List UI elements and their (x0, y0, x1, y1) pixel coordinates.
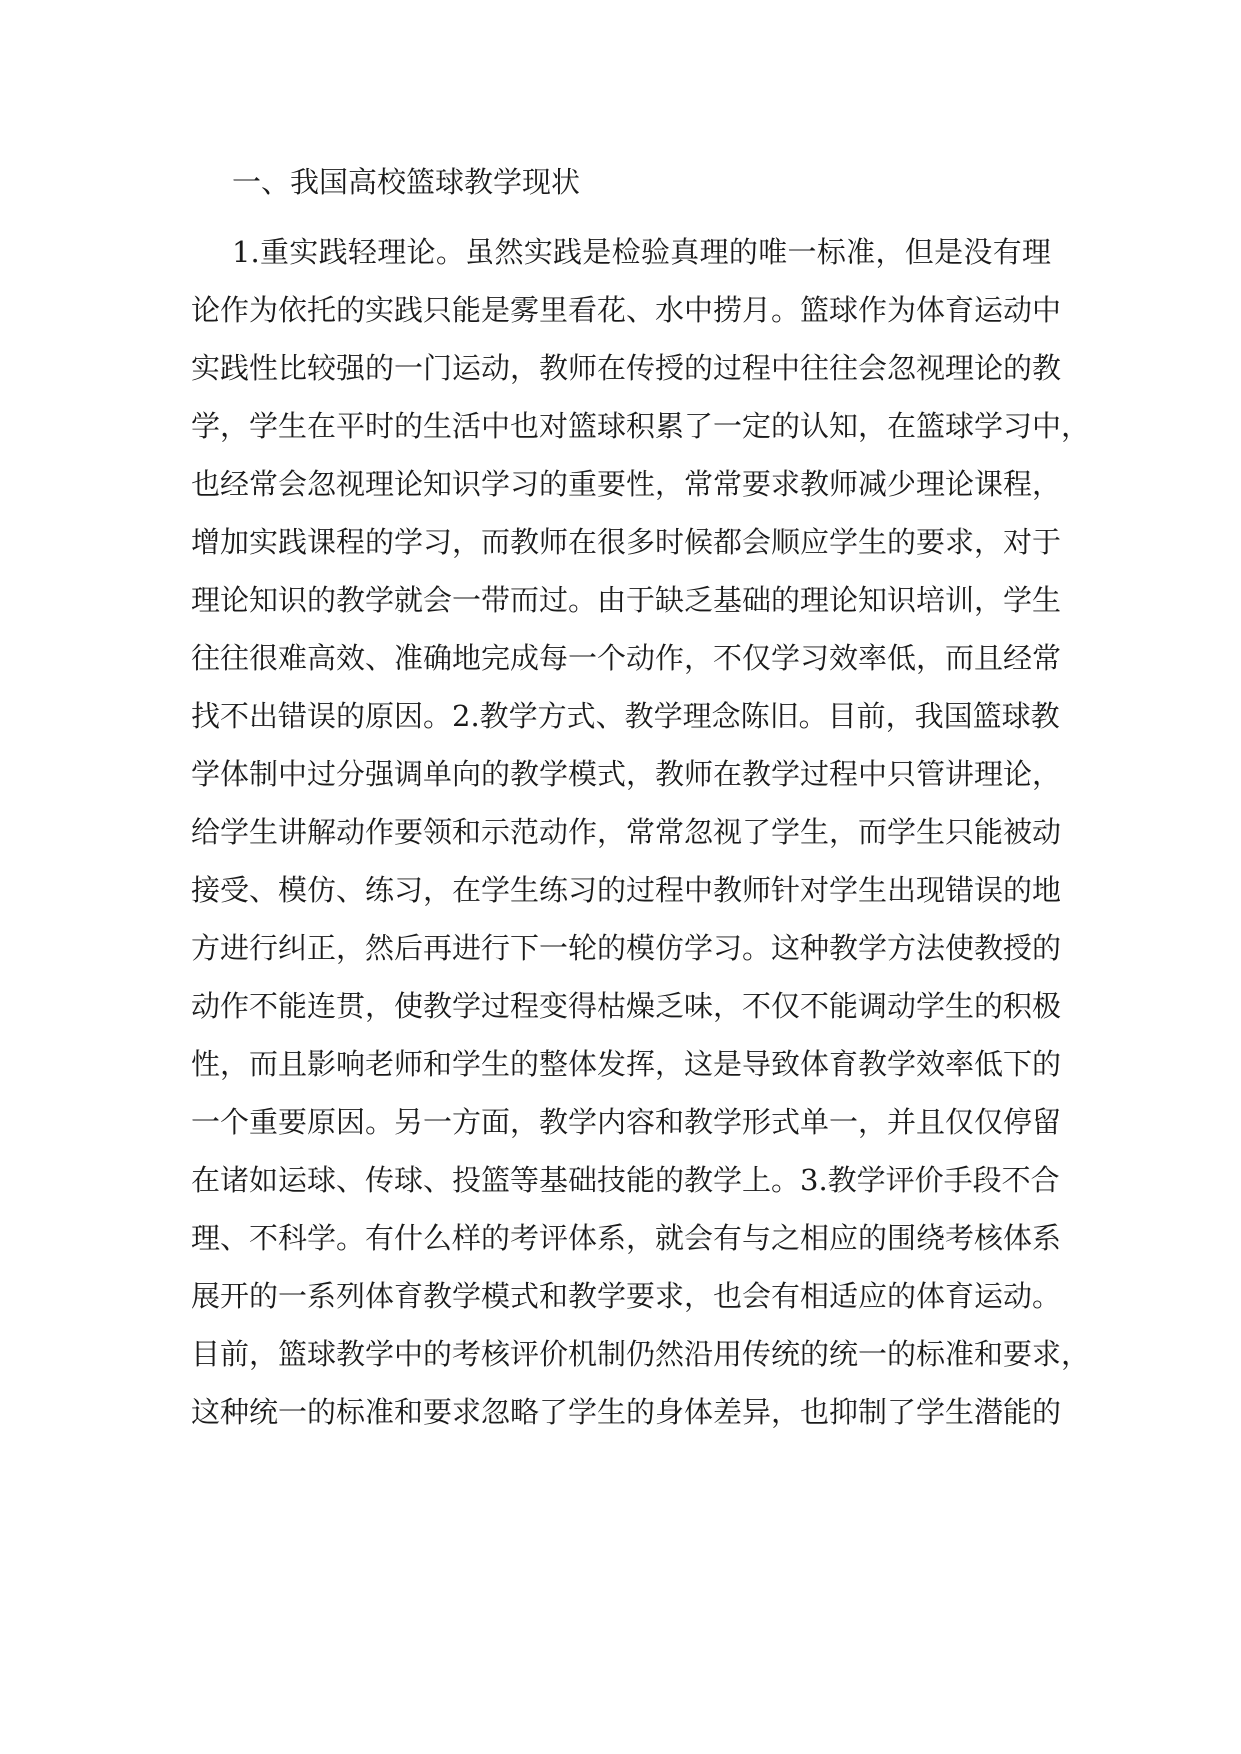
text-line: 学体制中过分强调单向的教学模式，教师在教学过程中只管讲理论， (191, 757, 1062, 791)
text-line: 理、不科学。有什么样的考评体系，就会有与之相应的围绕考核体系 (191, 1221, 1062, 1255)
text-line: 也经常会忽视理论知识学习的重要性，常常要求教师减少理论课程， (191, 467, 1062, 501)
text-line: 方进行纠正，然后再进行下一轮的模仿学习。这种教学方法使教授的 (191, 931, 1062, 965)
text-line: 往往很难高效、准确地完成每一个动作，不仅学习效率低，而且经常 (191, 641, 1062, 675)
text-line: 学，学生在平时的生活中也对篮球积累了一定的认知，在篮球学习中， (191, 409, 1091, 443)
text-line: 在诸如运球、传球、投篮等基础技能的教学上。3.教学评价手段不合 (191, 1163, 1060, 1197)
text-line: 目前，篮球教学中的考核评价机制仍然沿用传统的统一的标准和要求， (191, 1337, 1091, 1371)
text-line: 一个重要原因。另一方面，教学内容和教学形式单一，并且仅仅停留 (191, 1105, 1062, 1139)
text-line: 实践性比较强的一门运动，教师在传授的过程中往往会忽视理论的教 (191, 351, 1062, 385)
text-line: 接受、模仿、练习，在学生练习的过程中教师针对学生出现错误的地 (191, 873, 1062, 907)
text-line: 1.重实践轻理论。虽然实践是检验真理的唯一标准，但是没有理 (232, 235, 1051, 269)
text-line: 理论知识的教学就会一带而过。由于缺乏基础的理论知识培训，学生 (191, 583, 1062, 617)
text-line: 找不出错误的原因。2.教学方式、教学理念陈旧。目前，我国篮球教 (191, 699, 1060, 733)
text-line: 论作为依托的实践只能是雾里看花、水中捞月。篮球作为体育运动中 (191, 293, 1062, 327)
section-heading: 一、我国高校篮球教学现状 (232, 165, 581, 199)
text-line: 动作不能连贯，使教学过程变得枯燥乏味，不仅不能调动学生的积极 (191, 989, 1062, 1023)
text-line: 给学生讲解动作要领和示范动作，常常忽视了学生，而学生只能被动 (191, 815, 1062, 849)
text-line: 这种统一的标准和要求忽略了学生的身体差异，也抑制了学生潜能的 (191, 1395, 1062, 1429)
text-line: 展开的一系列体育教学模式和教学要求，也会有相适应的体育运动。 (191, 1279, 1062, 1313)
text-line: 性，而且影响老师和学生的整体发挥，这是导致体育教学效率低下的 (191, 1047, 1062, 1081)
text-line: 增加实践课程的学习，而教师在很多时候都会顺应学生的要求，对于 (191, 525, 1062, 559)
